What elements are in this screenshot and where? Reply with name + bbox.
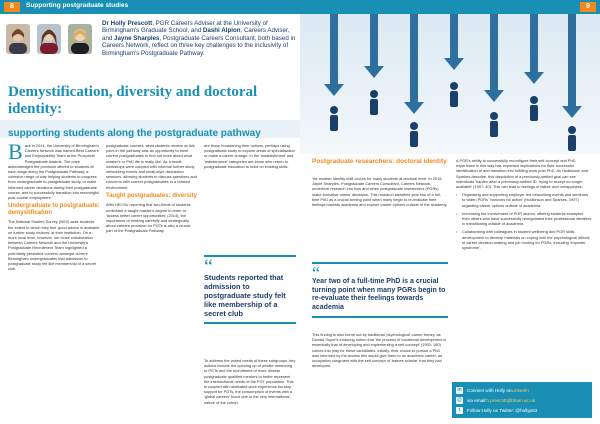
- section-heading: Taught postgraduates: diversity: [106, 192, 197, 199]
- paragraph: ack in 2014, the University of Birmingham's Careers Network was named Best Careers and Employability Team at the Prospects Postgraduate Awards. The prize acknowledged the provision offered to students at each stage along the Postgraduate Pathway, a cohesive range of way helping students to progress from undergraduate to postgraduate study, to make informed career decisions during their postgraduate course, and to successfully transition into meaningful post-course employment.: [8, 143, 100, 201]
- linkedin-icon: in: [457, 386, 462, 393]
- email-link[interactable]: h.prescott@bham.ac.uk: [486, 397, 535, 403]
- article-columns: [8, 139, 296, 421]
- contact-label: via email:: [467, 397, 487, 403]
- section-heading: Postgraduate researchers: doctoral identity: [312, 158, 447, 165]
- paragraph: The National Student Survey (NSS) asks students the extent to which they feel 'good advice is available on further study choices' at their institution. On a more local level, however, our close collaboration between Careers Network and the University's Postgraduate Recruitment Team highlighted a potentially persistent concern amongst current Birmingham undergraduates that admission to postgraduate study felt like membership of a secret club.: [8, 219, 100, 272]
- subtitle: supporting students along the postgraduate pathway: [8, 128, 261, 139]
- page-title: Demystification, diversity and doctoral identity:: [8, 84, 258, 117]
- pull-quote: [204, 255, 296, 324]
- column-3: [204, 143, 296, 172]
- top-bar: [300, 0, 600, 14]
- column-b: [456, 158, 592, 253]
- author-name: Jayne Sharples: [114, 34, 160, 42]
- subtitle-band: [0, 120, 300, 138]
- avatar: [6, 24, 30, 54]
- pull-quote-text: Students reported that admission to postgraduate study felt like membership of a secret club: [204, 273, 286, 318]
- paragraph: postgraduate courses, what students receive at this point in the pathway was an opportunity to meet current postgraduates to find out more about what master's or PhD life is really like. As a result, workshops were coupled with informal further study networking events and small-style discussion sessions, allowing students to discuss questions and concerns with current postgraduates in a relaxed environment.: [106, 143, 197, 190]
- column-2: [106, 143, 198, 237]
- twitter-icon: t: [456, 407, 463, 414]
- page-number: 8: [4, 2, 20, 12]
- intro-text: [102, 20, 298, 57]
- avatar: [37, 24, 61, 54]
- running-head: Supporting postgraduate studies: [26, 2, 129, 9]
- paragraph: With HECSU reporting that two-thirds of students undertake a taught master's degree in order to 'access better career opportunities' (2014), the importance of thinking carefully and strategically about careers provision for PGTs is also a crucial part of the Postgraduate Pathway.: [106, 202, 191, 234]
- list-item: • Increasing the involvement of PGR alumni, offering students examples from others who have successfully renegotiated their professional identities in transitioning outside of academia.: [456, 211, 592, 227]
- intro-fragment: , Postgraduate Careers Consultant, both based in Careers Network, reflect on three key challenges to the inclusivity of Birmingham's Postgraduate Pathway.: [102, 34, 296, 57]
- paragraph: A PGR's ability to successfully reconfigure their self-concept and PhD experience in this way has important implications for their successful identification of and transition into fulfilling work post-PhD. As Hodkinson and Sparkes describe, this dissolution of a previously-settled goal can see individuals 'harden after a previously-settled ID, trying to accept no longer available' (1997: 40). This can lead to feelings of failure and unhappiness.: [456, 158, 588, 190]
- page-number: 9: [580, 2, 596, 12]
- avatar: [68, 24, 92, 54]
- pathway-illustration: [300, 14, 600, 154]
- contact-row: [456, 385, 588, 395]
- contact-box: [452, 382, 592, 418]
- paragraph: To address the varied needs of these subgroups, key actions include the opening up of private mentoring to PGTs and the recruitment of more diverse postgraduate qualified mentors to better represent the intersectional needs of the PGT population. This is coupled with dedicated work experience bursary support for PGTs, the consumption of events with a 'global careers' focus due to the very international nature of the cohort.: [204, 358, 296, 405]
- contact-row: [456, 395, 588, 405]
- intro-fragment: , PGR Careers Adviser at the University of Birmingham's Graduate School, and: [102, 20, 268, 35]
- column-1: [8, 139, 100, 274]
- drop-cap: B: [8, 139, 23, 164]
- paragraph: Yet another identity shift occurs for many students at doctoral level. In 2015, Jayne Sharples, Postgraduate Careers Consultant, Careers Network, undertook research into how and when postgraduate researchers (PGRs) make formative career decisions. This research identified year two of a full-time PhD as a crucial turning point when many begin to re-evaluate their feelings towards academia and explore career options outside of the academy.: [312, 176, 448, 208]
- paragraph: This finding is also borne out by traditional 'psychological' career theory, as Donald Super's enduring notion that 'the process of vocational development is essentially that of developing and implementing a self-concept' (1953: 190) comes into play for these candidates. Initially, their choice to pursue a PhD was informed by the access this would give them to an academic career, an occupation congruent with the self-concept of 'trainee scholar' that they had developed.: [312, 332, 447, 369]
- linkedin-link[interactable]: LinkedIn: [511, 387, 529, 393]
- pull-quote-text: Year two of a full-time PhD is a crucial turning point when many PGRs begin to re-evaluate their feelings towards academia: [312, 278, 446, 311]
- contact-label: Connect with Holly on: [467, 387, 512, 393]
- contact-row: [456, 405, 588, 415]
- paragraph: are those broadening their options, perhaps using postgraduate study to explore areas of specialisation or make a career change. In the 'establishment' and 'maintenance' categories are those who return to postgraduate education to build on existing skills.: [204, 143, 295, 169]
- list-item: • Organising and supporting employer-led networking events and seminars to widen PGRs' 'horizons for action' (Hodkinson and Sparkes, 1997) regarding career options outside of academia.: [456, 192, 592, 208]
- author-name: Dr Holly Prescott: [102, 20, 153, 27]
- twitter-link[interactable]: Follow Holly on Twitter: @hollyp63: [467, 407, 538, 413]
- author-name: Dashi Alpion: [202, 27, 241, 35]
- section-heading: Undergraduate to postgraduate: demystification: [8, 203, 100, 216]
- pull-quote: [312, 262, 448, 318]
- list-item: • Collaborating with colleagues in student wellbeing and PGR skills development to develop materials on coping with the psychological effects of career decision-making and job hunting for PGRs, including 'imposter syndrome'.: [456, 229, 592, 250]
- quote-mark-icon: “: [312, 263, 320, 283]
- quote-mark-icon: “: [204, 256, 213, 278]
- email-icon: @: [457, 396, 462, 403]
- intro-fragment: , Careers Adviser, and: [102, 27, 290, 42]
- right-page: [300, 0, 600, 424]
- top-bar: [0, 0, 300, 14]
- arrows-people-illustration: [300, 14, 600, 154]
